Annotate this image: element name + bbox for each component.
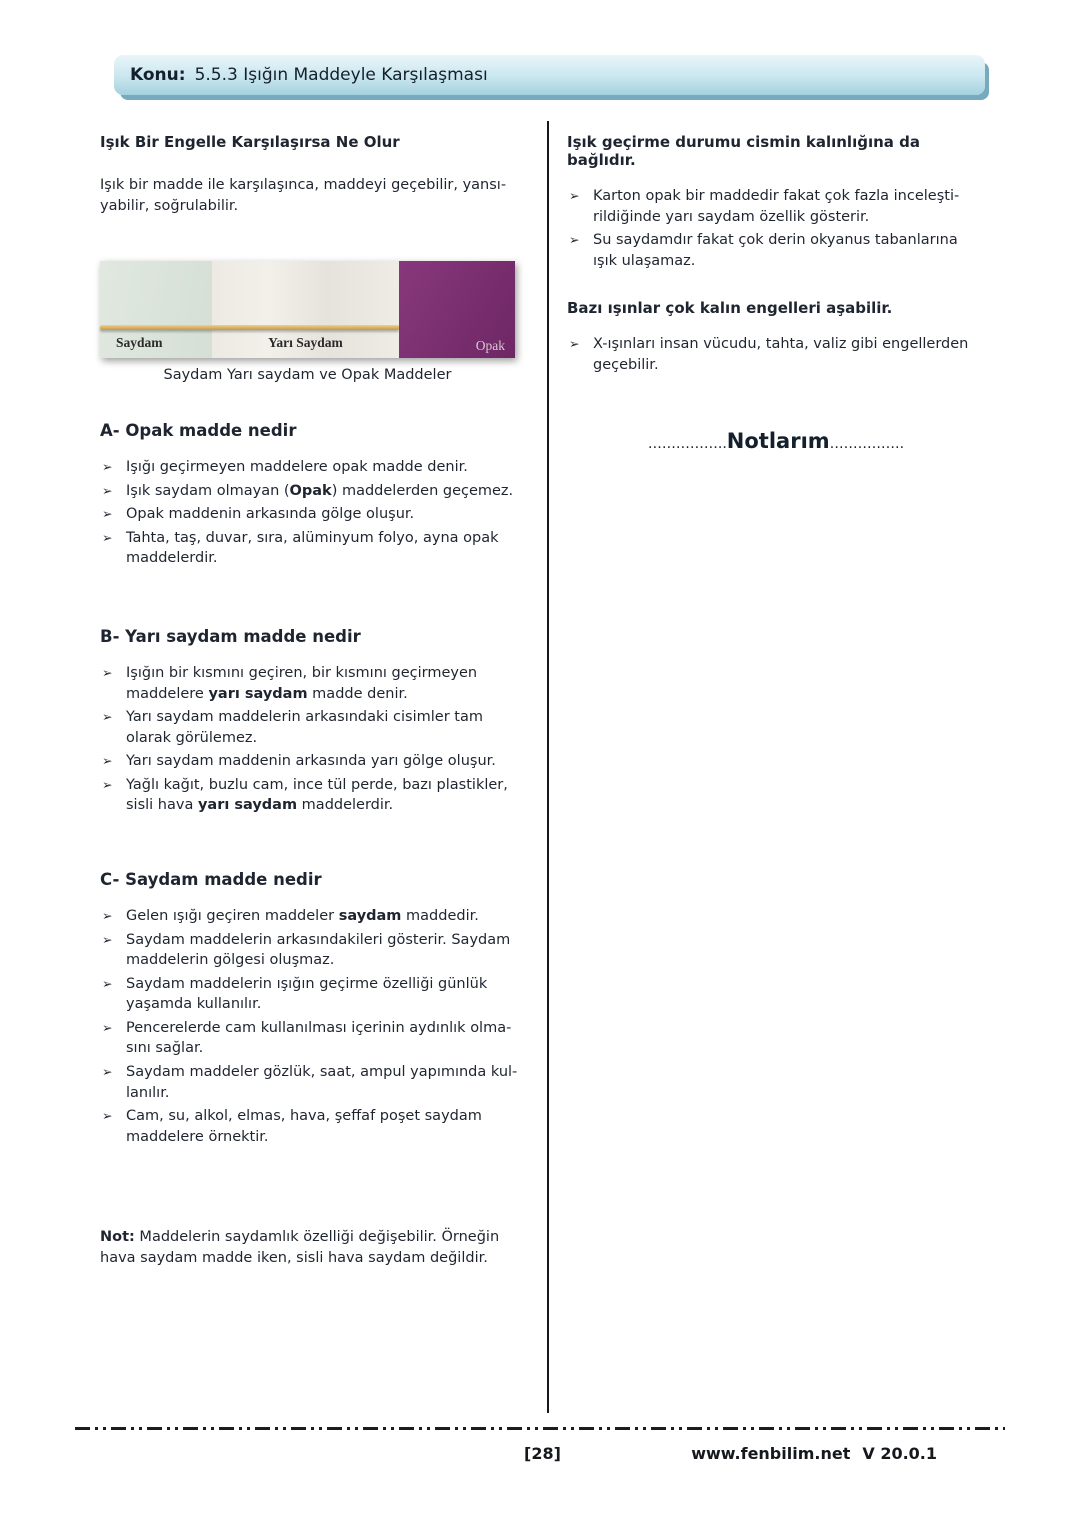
list-item: [100, 504, 539, 525]
topic-title: 5.5.3 Işığın Maddeyle Karşılaşması: [194, 65, 488, 85]
figure-panel-saydam: [100, 261, 212, 358]
list-item: [567, 334, 985, 375]
list-item-text: Su saydamdır fakat çok derin okyanus tabanlarına ışık ulaşamaz.: [593, 232, 958, 269]
list-item: [100, 707, 539, 748]
notes-header: ……………..Notlarım…………….: [647, 429, 905, 454]
list-item: [100, 663, 539, 704]
arrow-bullet-icon: ➢: [102, 1019, 113, 1035]
list-item: [100, 906, 539, 927]
figure-panel-yari-saydam: [212, 261, 399, 358]
list-item-text: Saydam maddelerin ışığın geçirme özelliği günlük yaşamda kullanılır.: [126, 975, 488, 1013]
arrow-bullet-icon: ➢: [102, 664, 113, 680]
topic-label: Konu:: [130, 65, 186, 85]
list-item: [100, 481, 539, 502]
list-item: [100, 930, 539, 971]
list-item-text: Gelen ışığı geçiren maddeler saydam maddedir.: [126, 907, 479, 924]
right-section-2-list: [567, 334, 985, 375]
section-c-title: C- Saydam madde nedir: [100, 869, 322, 889]
arrow-bullet-icon: ➢: [102, 482, 113, 498]
list-item-text: Saydam maddeler gözlük, saat, ampul yapımında kul- lanılır.: [126, 1064, 518, 1101]
list-item-text: Yarı saydam maddenin arkasında yarı gölge oluşur.: [126, 753, 496, 770]
left-intro-title: Işık Bir Engelle Karşılaşırsa Ne Olur: [100, 133, 400, 151]
page-footer: [100, 1427, 985, 1470]
list-item-text: X-ışınları insan vücudu, tahta, valiz gibi engellerden geçebilir.: [593, 336, 969, 373]
right-section-1-title: Işık geçirme durumu cismin kalınlığına da bağlıdır.: [567, 133, 920, 169]
arrow-bullet-icon: ➢: [102, 1064, 113, 1080]
arrow-bullet-icon: ➢: [569, 336, 580, 352]
list-item-text: Karton opak bir maddedir fakat çok fazla inceleşti- rildiğinde yarı saydam özellik gösterir.: [593, 188, 960, 225]
list-item: [100, 528, 539, 569]
site-url: www.fenbilim.net: [691, 1444, 851, 1463]
list-item: [100, 1106, 539, 1147]
left-column: [100, 121, 547, 1413]
right-column: [549, 121, 985, 1413]
list-item-text: Işık saydam olmayan (Opak) maddelerden geçemez.: [126, 482, 514, 499]
note-paragraph: Not: Maddelerin saydamlık özelliği değişebilir. Örneğin hava saydam madde iken, sisli hava saydam değildir.: [100, 1229, 500, 1267]
list-item-text: Tahta, taş, duvar, sıra, alüminyum folyo, ayna opak maddelerdir.: [126, 529, 499, 567]
left-intro-paragraph: Işık bir madde ile karşılaşınca, maddeyi geçebilir, yansı- yabilir, soğrulabilir.: [100, 177, 507, 215]
list-item-text: Pencerelerde cam kullanılması içerinin aydınlık olma- sını sağlar.: [126, 1019, 512, 1057]
arrow-bullet-icon: ➢: [569, 188, 580, 203]
arrow-bullet-icon: ➢: [102, 907, 113, 923]
version-label: V 20.0.1: [862, 1444, 937, 1463]
list-item: [567, 186, 985, 227]
arrow-bullet-icon: ➢: [102, 1108, 113, 1124]
right-section-2-title: Bazı ışınlar çok kalın engelleri aşabilir.: [567, 299, 893, 318]
arrow-bullet-icon: ➢: [102, 931, 113, 947]
list-item: [100, 751, 539, 772]
panel-label-saydam: Saydam: [116, 335, 163, 351]
list-item-text: Saydam maddelerin arkasındakileri gösterir. Saydam maddelerin gölgesi oluşmaz.: [126, 931, 511, 969]
right-section-1-list: [567, 186, 985, 271]
arrow-bullet-icon: ➢: [102, 776, 113, 792]
list-item: [567, 230, 985, 271]
figure-caption: Saydam Yarı saydam ve Opak Maddeler: [163, 367, 452, 384]
section-b-title: B- Yarı saydam madde nedir: [100, 626, 361, 646]
section-c-list: [100, 906, 539, 1147]
site-info: [691, 1444, 937, 1463]
dashed-cut-line: [75, 1427, 1005, 1430]
arrow-bullet-icon: ➢: [102, 506, 113, 522]
pencil-image: [100, 325, 399, 330]
arrow-bullet-icon: ➢: [102, 709, 113, 725]
arrow-bullet-icon: ➢: [569, 232, 580, 248]
list-item: [100, 1062, 539, 1103]
page-number: [28]: [524, 1444, 561, 1463]
two-column-content: [100, 121, 985, 1413]
section-b-list: [100, 663, 539, 816]
section-a-list: [100, 457, 539, 569]
footer-row: [100, 1444, 985, 1470]
list-item-text: Yağlı kağıt, buzlu cam, ince tül perde, bazı plastikler, sisli hava yarı saydam maddelerdir.: [126, 776, 508, 814]
list-item: [100, 974, 539, 1015]
list-item: [100, 457, 539, 478]
panel-label-opak: Opak: [475, 338, 505, 354]
figure-panels: [100, 261, 515, 358]
arrow-bullet-icon: ➢: [102, 459, 113, 475]
list-item-text: Yarı saydam maddelerin arkasındaki cisimler tam olarak görülemez.: [126, 709, 483, 746]
list-item: [100, 775, 539, 816]
arrow-bullet-icon: ➢: [102, 529, 113, 545]
list-item-text: Opak maddenin arkasında gölge oluşur.: [126, 506, 415, 523]
figure-panel-opak: [399, 261, 515, 358]
list-item-text: Işığın bir kısmını geçiren, bir kısmını geçirmeyen maddelere yarı saydam madde denir.: [126, 664, 478, 702]
transparency-figure: [100, 261, 515, 383]
list-item-text: Işığı geçirmeyen maddelere opak madde denir.: [126, 459, 468, 476]
arrow-bullet-icon: ➢: [102, 975, 113, 991]
list-item-text: Cam, su, alkol, elmas, hava, şeffaf poşet saydam maddelere örnektir.: [126, 1108, 482, 1145]
topic-header-bar: [114, 55, 985, 95]
section-a-title: A- Opak madde nedir: [100, 421, 297, 441]
arrow-bullet-icon: ➢: [102, 753, 113, 769]
panel-label-yari-saydam: Yarı Saydam: [268, 335, 343, 351]
list-item: [100, 1018, 539, 1059]
